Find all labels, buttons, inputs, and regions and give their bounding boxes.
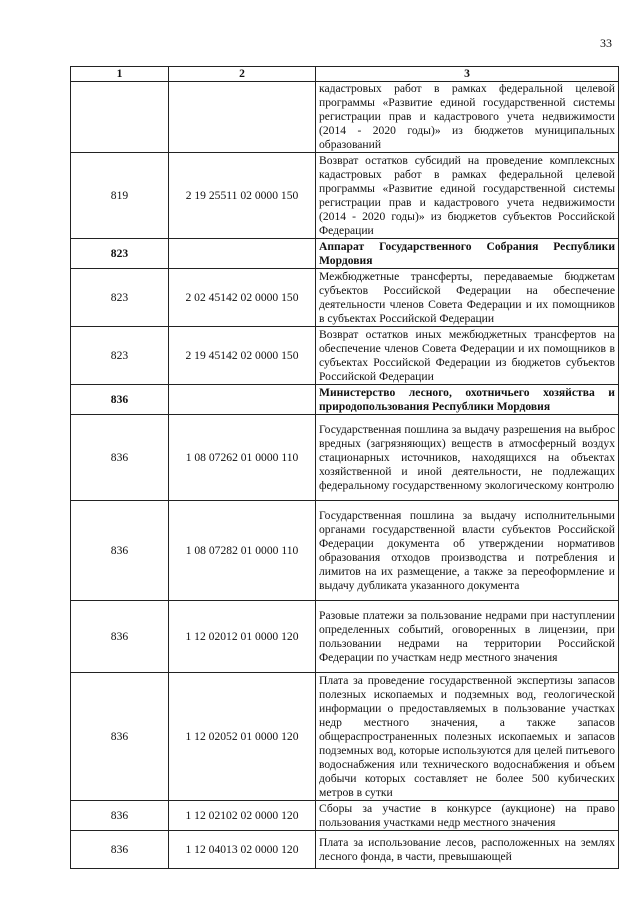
- administrator-code-cell: 836: [71, 415, 169, 501]
- table-header-row: [71, 67, 619, 82]
- revenue-description-cell: Плата за проведение государственной экспертизы запасов полезных ископаемых и подземных вод, геологической информации о предоставляемых в пользование участках недр местного значения, а также запасов общераспространенных полезных ископаемых и запасов подземных вод, которые используются для целей питьевого водоснабжения или технического водоснабжения и объем добычи которых составляет не более 500 кубических метров в сутки: [316, 673, 619, 801]
- revenue-description-cell: Сборы за участие в конкурсе (аукционе) на право пользования участками недр местного значения: [316, 801, 619, 831]
- administrator-code-cell: 823: [71, 327, 169, 385]
- administrator-code-cell: 836: [71, 673, 169, 801]
- table-row: [71, 327, 619, 385]
- administrator-code-cell: 819: [71, 153, 169, 239]
- revenue-description-cell: Министерство лесного, охотничьего хозяйства и природопользования Республики Мордовия: [316, 385, 619, 415]
- budget-classification-code-cell: 2 19 45142 02 0000 150: [169, 327, 316, 385]
- section-header-row: [71, 385, 619, 415]
- column-header-3: 3: [316, 67, 619, 82]
- column-header-2: 2: [169, 67, 316, 82]
- table-body: [71, 82, 619, 869]
- budget-classification-code-cell: 2 19 25511 02 0000 150: [169, 153, 316, 239]
- table-row: [71, 831, 619, 869]
- revenue-description-cell: Государственная пошлина за выдачу разрешения на выброс вредных (загрязняющих) веществ в атмосферный воздух стационарных источников, находящихся на объектах хозяйственной и иной деятельности, не подлежащих федеральному государственному экологическому контролю: [316, 415, 619, 501]
- revenue-description-cell: Разовые платежи за пользование недрами при наступлении определенных событий, оговоренных в лицензии, при пользовании недрами на территории Российской Федерации по участкам недр местного значения: [316, 601, 619, 673]
- revenue-description-cell: Возврат остатков иных межбюджетных трансфертов на обеспечение членов Совета Федерации и их помощников в субъектах Российской Федерации из бюджетов субъектов Российской Федерации: [316, 327, 619, 385]
- table-row: [71, 415, 619, 501]
- budget-classification-code-cell: [169, 385, 316, 415]
- revenue-description-cell: кадастровых работ в рамках федеральной целевой программы «Развитие единой государственной системы регистрации прав и кадастрового учета недвижимости (2014 - 2020 годы)» из бюджетов муниципальных образований: [316, 82, 619, 153]
- revenue-description-cell: Плата за использование лесов, расположенных на землях лесного фонда, в части, превышающей: [316, 831, 619, 869]
- budget-classification-code-cell: 1 12 02012 01 0000 120: [169, 601, 316, 673]
- administrator-code-cell: 836: [71, 801, 169, 831]
- administrator-code-cell: [71, 82, 169, 153]
- administrator-code-cell: 836: [71, 601, 169, 673]
- page-number: 33: [600, 36, 612, 50]
- administrator-code-cell: 836: [71, 831, 169, 869]
- revenue-description-cell: Межбюджетные трансферты, передаваемые бюджетам субъектов Российской Федерации на обеспечение деятельности членов Совета Федерации и их помощников в субъектах Российской Федерации: [316, 269, 619, 327]
- budget-classification-code-cell: 1 08 07282 01 0000 110: [169, 501, 316, 601]
- administrator-code-cell: 836: [71, 501, 169, 601]
- budget-classification-code-cell: 2 02 45142 02 0000 150: [169, 269, 316, 327]
- administrator-code-cell: 823: [71, 269, 169, 327]
- administrator-code-cell: 836: [71, 385, 169, 415]
- table-row: [71, 153, 619, 239]
- table-row: [71, 801, 619, 831]
- table-row: [71, 82, 619, 153]
- table-row: [71, 501, 619, 601]
- table-row: [71, 601, 619, 673]
- revenue-description-cell: Государственная пошлина за выдачу исполнительными органами государственной власти субъектов Российской Федерации документа об утверждении нормативов образования отходов производства и потребления и лимитов на их размещение, а также за переоформление и выдачу дубликата указанного документа: [316, 501, 619, 601]
- section-header-row: [71, 239, 619, 269]
- budget-classification-code-cell: 1 12 04013 02 0000 120: [169, 831, 316, 869]
- table-row: [71, 673, 619, 801]
- table-row: [71, 269, 619, 327]
- budget-classification-code-cell: 1 12 02102 02 0000 120: [169, 801, 316, 831]
- budget-classification-code-cell: [169, 239, 316, 269]
- column-header-1: 1: [71, 67, 169, 82]
- revenue-description-cell: Аппарат Государственного Собрания Республики Мордовия: [316, 239, 619, 269]
- budget-classification-table: [70, 66, 619, 869]
- revenue-description-cell: Возврат остатков субсидий на проведение комплексных кадастровых работ в рамках федеральной целевой программы «Развитие единой государственной системы регистрации прав и кадастрового учета недвижимости (2014 - 2020 годы)» из бюджетов субъектов Российской Федерации: [316, 153, 619, 239]
- administrator-code-cell: 823: [71, 239, 169, 269]
- budget-classification-code-cell: 1 08 07262 01 0000 110: [169, 415, 316, 501]
- budget-classification-code-cell: [169, 82, 316, 153]
- budget-classification-code-cell: 1 12 02052 01 0000 120: [169, 673, 316, 801]
